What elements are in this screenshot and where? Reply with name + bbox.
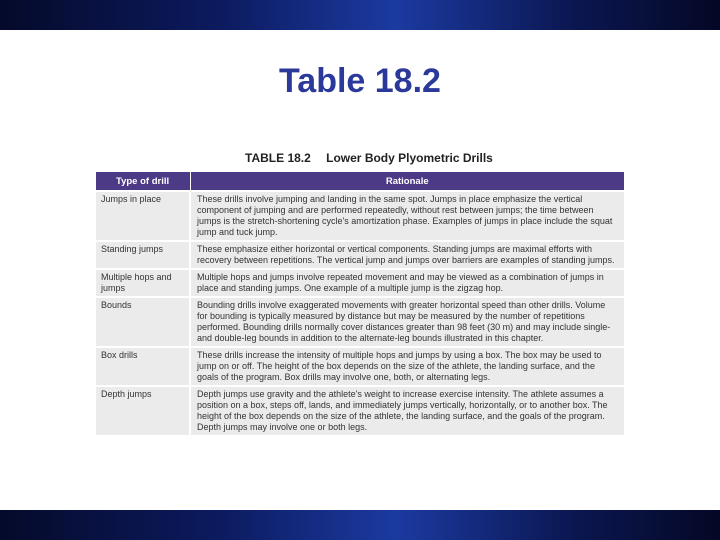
drill-type-cell: Jumps in place: [96, 191, 190, 241]
table-header-row: [96, 172, 624, 191]
table-row: [96, 191, 624, 241]
drill-type-cell: Standing jumps: [96, 241, 190, 269]
table-row: [96, 347, 624, 386]
drill-type-cell: Multiple hops and jumps: [96, 269, 190, 297]
table-row: [96, 269, 624, 297]
rationale-cell: These drills involve jumping and landing in the same spot. Jumps in place emphasize the vertical component of jumping and are performed repeatedly, without rest between jumps; the time between jumps is the stretch-shortening cycle's amortization phase. Examples of jumps in place include the squat jump and tuck jump.: [190, 191, 624, 241]
column-header-type: Type of drill: [96, 172, 190, 191]
rationale-cell: These emphasize either horizontal or vertical components. Standing jumps are maximal efforts with recovery between repetitions. The vertical jump and jumps over barriers are examples of standing jumps.: [190, 241, 624, 269]
rationale-cell: These drills increase the intensity of multiple hops and jumps by using a box. The box may be used to jump on or off. The height of the box depends on the size of the athlete, the landing surface, and the goals of the program. Box drills may involve one, both, or alternating legs.: [190, 347, 624, 386]
bottom-decorative-band: [0, 510, 720, 540]
column-header-rationale: Rationale: [190, 172, 624, 191]
rationale-cell: Bounding drills involve exaggerated movements with greater horizontal speed than other drills. Volume for bounding is typically measured by distance but may be measured by the number of repetitions performed. Bounding drills normally cover distances greater than 98 feet (30 m) and may include single- and double-leg bounds in addition to the alternate-leg bounds illustrated in this chapter.: [190, 297, 624, 347]
drill-type-cell: Bounds: [96, 297, 190, 347]
table-row: [96, 386, 624, 435]
top-decorative-band: [0, 0, 720, 30]
table-number: TABLE 18.2: [245, 151, 311, 165]
table-row: [96, 297, 624, 347]
drill-type-cell: Depth jumps: [96, 386, 190, 435]
table-caption-text: Lower Body Plyometric Drills: [326, 151, 493, 165]
table-caption: [245, 151, 493, 165]
plyometric-drills-table: [96, 172, 624, 435]
table-row: [96, 241, 624, 269]
slide-title: Table 18.2: [279, 62, 441, 100]
rationale-cell: Multiple hops and jumps involve repeated movement and may be viewed as a combination of jumps in place and standing jumps. One example of a multiple jump is the zigzag hop.: [190, 269, 624, 297]
rationale-cell: Depth jumps use gravity and the athlete's weight to increase exercise intensity. The athlete assumes a position on a box, steps off, lands, and immediately jumps vertically, horizontally, or to another box. The height of the box depends on the size of the athlete, the landing surface, and the goals of the program. Depth jumps may involve one or both legs.: [190, 386, 624, 435]
drill-type-cell: Box drills: [96, 347, 190, 386]
